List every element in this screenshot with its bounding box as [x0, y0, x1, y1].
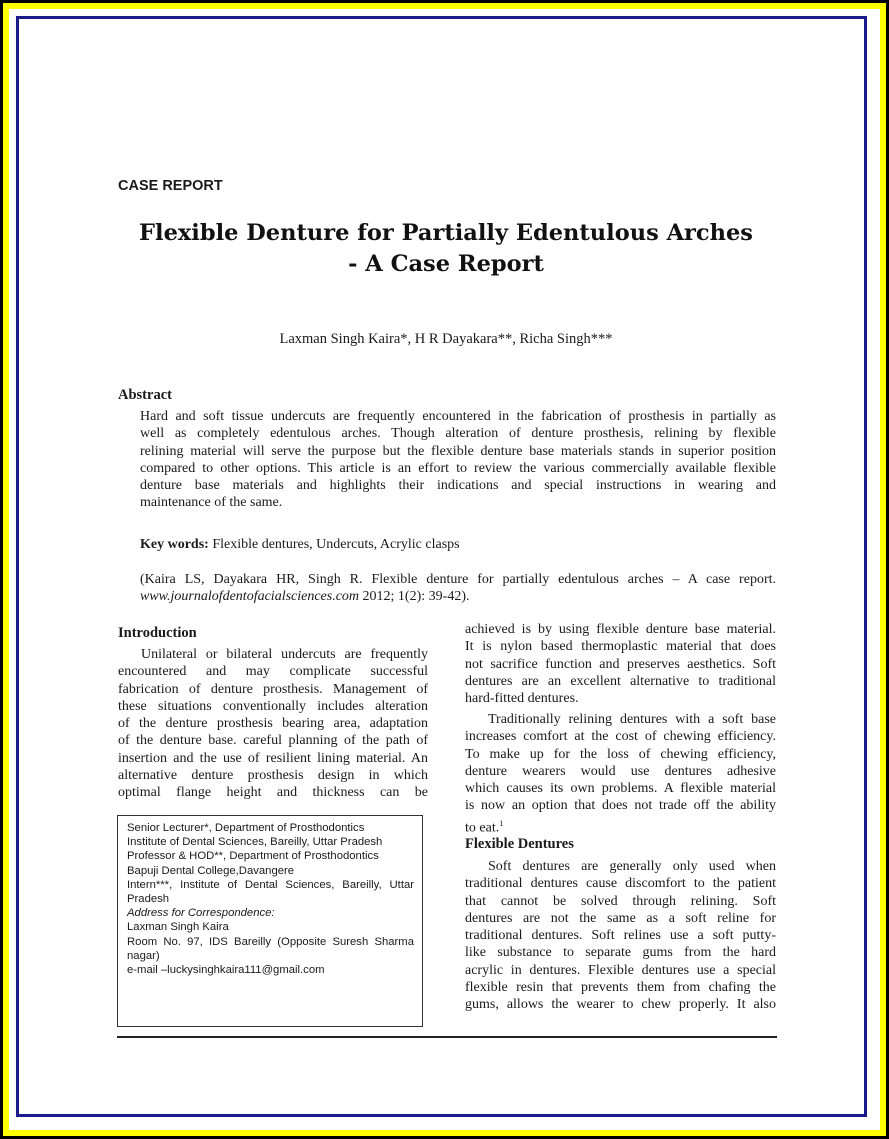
text-line: fabrication of denture prosthesis. Management of — [118, 681, 428, 697]
right-paragraph-3 — [465, 858, 776, 1013]
text-line: relining material will serve the purpose but the flexible denture base materials stands in superior position — [140, 443, 776, 459]
keywords-value: Flexible dentures, Undercuts, Acrylic clasps — [212, 537, 460, 552]
text-line: traditional dentures. Soft relines use a soft putty- — [465, 928, 776, 943]
text-line: e-mail –luckysinghkaira111@gmail.com — [127, 963, 325, 976]
footer-rule — [117, 1036, 777, 1038]
text-line: denture base materials and highlights their indications and special instructions in wearing and — [140, 478, 776, 493]
text-line: Unilateral or bilateral undercuts are frequently — [141, 647, 428, 662]
text-line: encountered and may complicate successful — [118, 664, 428, 680]
text-line: traditional dentures cause discomfort to the patient — [465, 876, 776, 892]
title-line: Flexible Denture for Partially Edentulous Arches — [139, 220, 753, 246]
text-line-content: to eat. — [465, 820, 500, 836]
text-line: To make up for the loss of chewing efficiency, — [465, 746, 776, 762]
text-line: Bapuji Dental College,Davangere — [127, 864, 295, 877]
article-title — [100, 218, 792, 280]
abstract-heading: Abstract — [118, 387, 172, 403]
text-line: like substance to separate gums from the hard — [465, 945, 776, 961]
correspondence-label-text: Address for Correspondence: — [127, 907, 275, 920]
text-line: that cannot be solved through relining. Soft — [465, 893, 776, 909]
section-label: CASE REPORT — [118, 178, 223, 194]
text-line: Laxman Singh Kaira — [127, 921, 229, 934]
text-line: It is nylon based thermoplastic material that does — [465, 639, 776, 655]
para2-lines — [465, 711, 776, 815]
text-line: Soft dentures are generally only used when — [488, 859, 776, 874]
affil-lines-2 — [127, 920, 414, 977]
text-line: Traditionally relining dentures with a soft base — [488, 712, 776, 727]
reference-marker[interactable]: 1 — [499, 818, 504, 828]
flexible-dentures-heading: Flexible Dentures — [465, 836, 574, 852]
text-line: increases comfort at the cost of chewing efficiency. — [465, 729, 776, 745]
text-line: Hard and soft tissue undercuts are frequently encountered in the fabrication of prosthesis in partially as — [140, 409, 776, 424]
text-line: insertion and the use of resilient lining material. An — [118, 750, 428, 766]
text-line: dentures are not the same as a soft reline for — [465, 910, 776, 926]
citation — [140, 571, 776, 606]
text-line: achieved is by using flexible denture base material. — [465, 622, 776, 637]
text-line: maintenance of the same. — [140, 495, 283, 511]
text-line: not sacrifice function and preserves aesthetics. Soft — [465, 656, 776, 672]
abstract-body — [140, 408, 776, 512]
text-line: Room No. 97, IDS Bareilly (Opposite Suresh Sharma — [127, 935, 414, 948]
journal-url[interactable]: www.journalofdentofacialsciences.com — [140, 589, 360, 605]
text-line: denture wearers would use dentures adhesive — [465, 763, 776, 779]
text-line: compared to other options. This article is an effort to review the various commercially available flexible — [140, 460, 776, 476]
text-line: Pradesh — [127, 892, 170, 905]
introduction-heading: Introduction — [118, 625, 197, 641]
text-line: hard-fitted dentures. — [465, 691, 579, 706]
text-line: these situations conventionally includes alteration — [118, 698, 428, 714]
text-line: alternative denture prosthesis design in which — [118, 767, 428, 783]
affil-lines — [127, 821, 414, 906]
affiliation-text — [127, 821, 414, 977]
text-line: Institute of Dental Sciences, Bareilly, Uttar Pradesh — [127, 836, 383, 849]
text-line: optimal flange height and thickness can be — [118, 785, 428, 800]
text-line: Professor & HOD**, Department of Prosthodontics — [127, 850, 379, 863]
text-line: which causes its own problems. A flexible material — [465, 781, 776, 796]
text-line: of the denture prosthesis bearing area, adaptation — [118, 716, 428, 731]
keywords-label: Key words: — [140, 537, 209, 552]
text-line: Senior Lecturer*, Department of Prosthodontics — [127, 822, 365, 834]
citation-details: 2012; 1(2): 39-42). — [359, 589, 470, 605]
introduction-body — [118, 646, 428, 801]
right-paragraph-2 — [465, 711, 776, 836]
citation-line: (Kaira LS, Dayakara HR, Singh R. Flexible denture for partially edentulous arches – A case report. — [140, 572, 776, 587]
right-paragraph-1 — [465, 621, 776, 707]
keywords — [140, 537, 460, 553]
title-line: - A Case Report — [348, 251, 544, 277]
text-line: is now an option that does not trade off the ability — [465, 798, 776, 814]
text-line: nagar) — [127, 949, 160, 962]
text-line: gums, allows the wearer to chew properly. It also — [465, 997, 776, 1012]
text-line: acrylic in dentures. Flexible dentures use a special — [465, 962, 776, 978]
text-line: flexible resin that prevents them from chafing the — [465, 979, 776, 995]
text-line: Intern***, Institute of Dental Sciences, Bareilly, Uttar — [127, 878, 414, 891]
text-line — [465, 815, 776, 836]
authors: Laxman Singh Kaira*, H R Dayakara**, Richa Singh*** — [279, 331, 613, 347]
text-line: well as completely edentulous arches. Though alteration of denture prosthesis, relining by flexible — [140, 426, 776, 442]
correspondence-label — [127, 906, 414, 920]
text-line: dentures are an excellent alternative to traditional — [465, 673, 776, 689]
text-line: of the denture base. careful planning of the path of — [118, 733, 428, 749]
